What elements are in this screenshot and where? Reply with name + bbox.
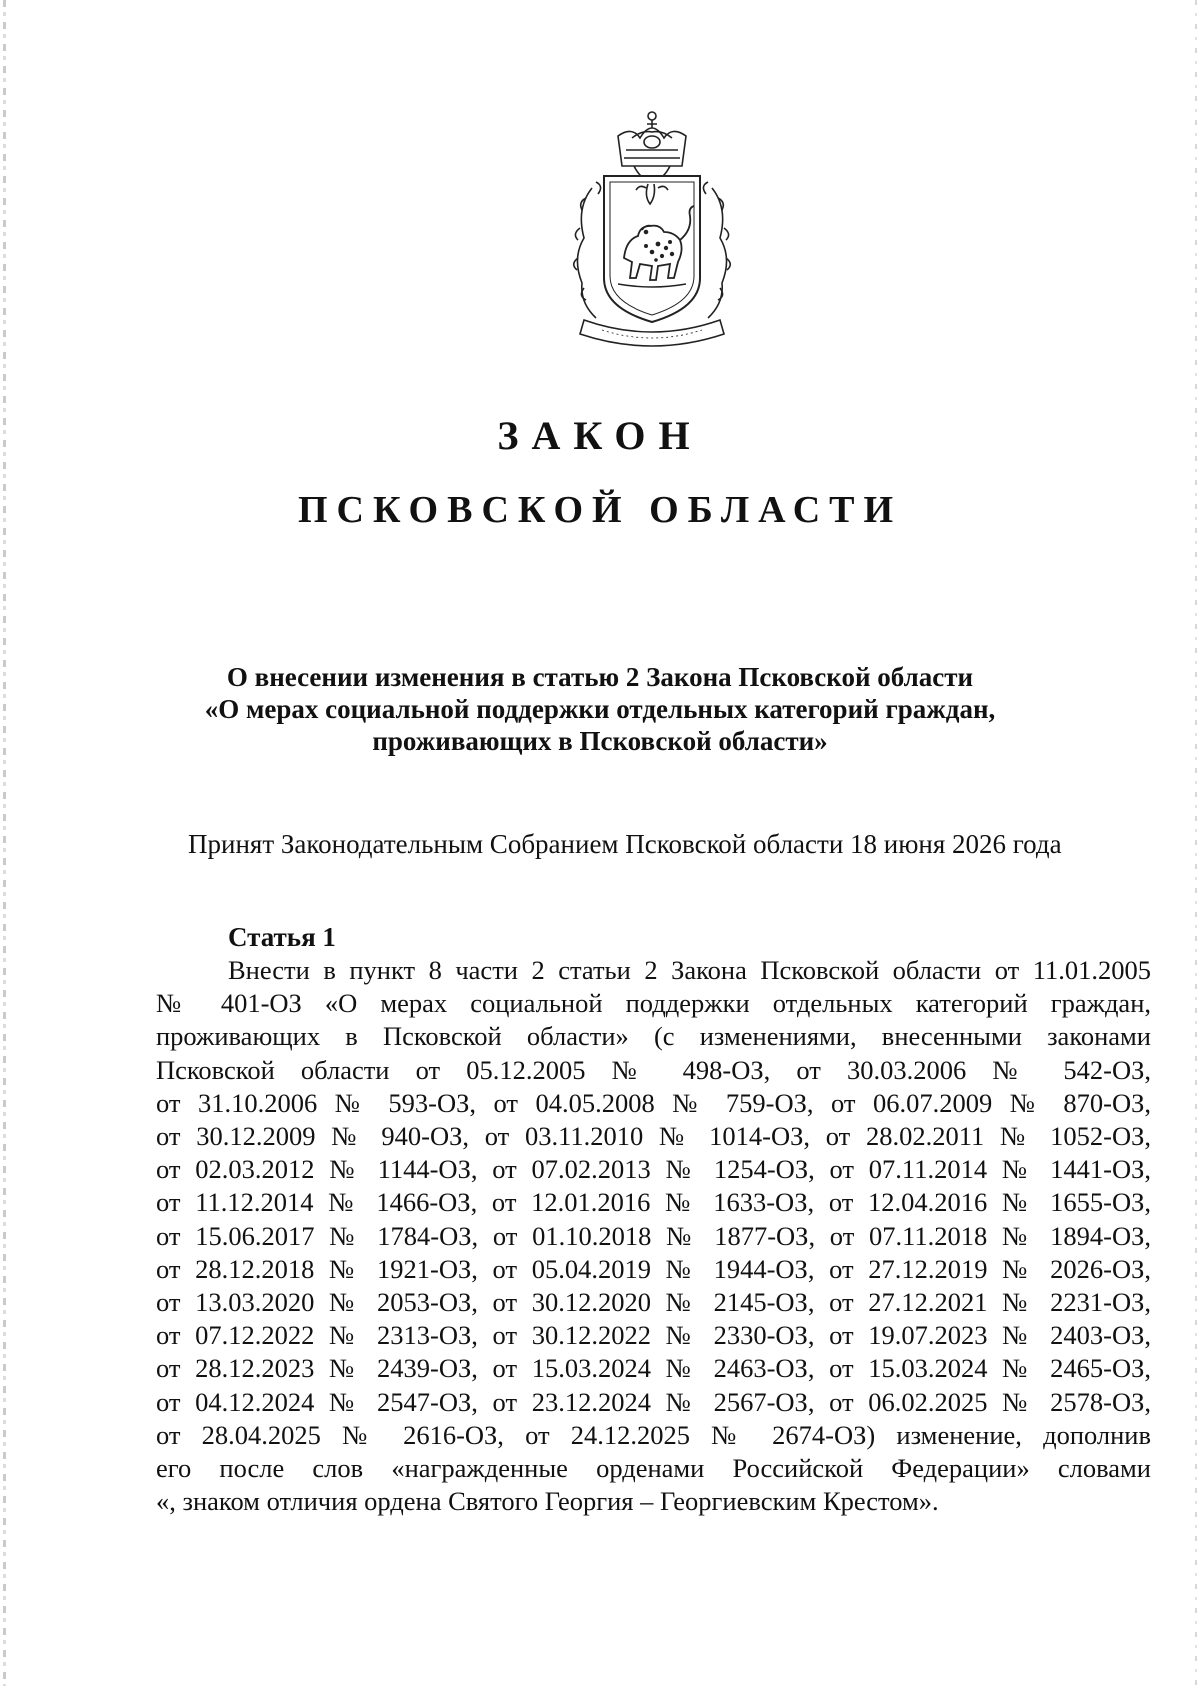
law-title-line: О внесении изменения в статью 2 Закона Псковской области xyxy=(226,662,974,692)
article-text-line: № 401-ОЗ «О мерах социальной поддержки отдельных категорий граждан, xyxy=(156,988,1151,1019)
region-heading: ПСКОВСКОЙ ОБЛАСТИ xyxy=(297,489,903,531)
article-text-line: от 15.06.2017 № 1784-ОЗ, от 01.10.2018 № 1877-ОЗ, от 07.11.2018 № 1894-ОЗ, xyxy=(156,1220,1151,1251)
document-type-heading: ЗАКОН xyxy=(497,413,703,458)
scan-edge-left xyxy=(3,0,6,1686)
article-text-line: проживающих в Псковской области» (с изменениями, внесенными законами xyxy=(156,1021,1151,1052)
article-text-line: от 13.03.2020 № 2053-ОЗ, от 30.12.2020 № 2145-ОЗ, от 27.12.2021 № 2231-ОЗ, xyxy=(156,1287,1151,1318)
article-text-line: Псковской области от 05.12.2005 № 498-ОЗ, от 30.03.2006 № 542-ОЗ, xyxy=(156,1054,1151,1085)
article-text-line: «, знаком отличия ордена Святого Георгия – Георгиевским Крестом». xyxy=(156,1486,939,1517)
scan-edge-right xyxy=(1195,0,1197,1686)
article-text-line: от 30.12.2009 № 940-ОЗ, от 03.11.2010 № 1014-ОЗ, от 28.02.2011 № 1052-ОЗ, xyxy=(156,1121,1151,1152)
article-heading: Статья 1 xyxy=(228,922,336,952)
article-text-line: от 04.12.2024 № 2547-ОЗ, от 23.12.2024 № 2567-ОЗ, от 06.02.2025 № 2578-ОЗ, xyxy=(156,1386,1151,1417)
article-text-line: от 02.03.2012 № 1144-ОЗ, от 07.02.2013 № 1254-ОЗ, от 07.11.2014 № 1441-ОЗ, xyxy=(156,1154,1151,1185)
law-title-line: «О мерах социальной поддержки отдельных категорий граждан, xyxy=(204,694,996,724)
adoption-statement: Принят Законодательным Собранием Псковской области 18 июня 2026 года xyxy=(188,829,1062,859)
law-title-line: проживающих в Псковской области» xyxy=(372,726,828,756)
article-text-line: от 07.12.2022 № 2313-ОЗ, от 30.12.2022 № 2330-ОЗ, от 19.07.2023 № 2403-ОЗ, xyxy=(156,1320,1151,1351)
article-text-line: Внести в пункт 8 части 2 статьи 2 Закона Псковской области от 11.01.2005 xyxy=(228,955,1151,985)
article-body xyxy=(156,954,1151,1518)
coat-of-arms-icon xyxy=(562,108,742,358)
article-text-line: от 28.12.2023 № 2439-ОЗ, от 15.03.2024 № 2463-ОЗ, от 15.03.2024 № 2465-ОЗ, xyxy=(156,1353,1151,1384)
article-text-line: его после слов «награжденные орденами Российской Федерации» словами xyxy=(156,1453,1151,1484)
article-text-line: от 11.12.2014 № 1466-ОЗ, от 12.01.2016 № 1633-ОЗ, от 12.04.2016 № 1655-ОЗ, xyxy=(156,1187,1151,1218)
article-text-line: от 31.10.2006 № 593-ОЗ, от 04.05.2008 № 759-ОЗ, от 06.07.2009 № 870-ОЗ, xyxy=(156,1087,1151,1118)
article-text-line: от 28.04.2025 № 2616-ОЗ, от 24.12.2025 № 2674-ОЗ) изменение, дополнив xyxy=(156,1419,1151,1450)
article-text-line: от 28.12.2018 № 1921-ОЗ, от 05.04.2019 № 1944-ОЗ, от 27.12.2019 № 2026-ОЗ, xyxy=(156,1253,1151,1284)
law-title xyxy=(180,661,1020,757)
